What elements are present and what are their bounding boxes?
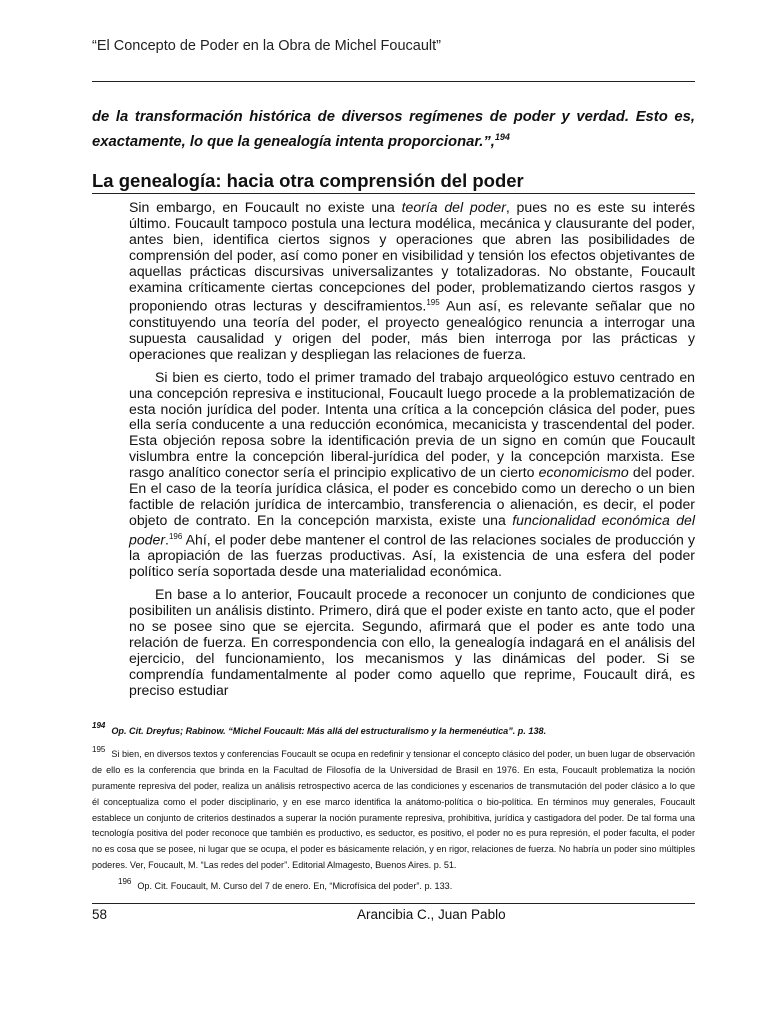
footnote-text: Op. Cit. Dreyfus; Rabinow. “Michel Foucault: Más allá del estructuralismo y la hermenéutica”. p. 138. <box>111 726 547 736</box>
footnote-ref-196: 196 <box>168 531 183 541</box>
p1-text-c: , pues no es este su interés último. Foucault tampoco postula una lectura modélica, mecánica y clausurante del poder, antes bien, identifica ciertos signos y operaciones que abren las posibilidades de comprensión del poder, así como poner en visibilidad y tensión los efectos objetivantes de aquellas prácticas discursivas universalizantes y totalizadoras. No obstante, Foucault examina críticamente ciertas concepciones del poder, problematizando ciertos rasgos y proponiendo otras lecturas y desciframientos. <box>129 199 695 315</box>
p1-text-d: Aun así, es relevante señalar que no constituyendo una teoría del poder, el proyecto genealógico renuncia a interrogar una supuesta causalidad y origen del poder, más bien interroga por las prácticas y operaciones que realizan y despliegan las relaciones de fuerza. <box>129 298 695 362</box>
footnote-194 <box>92 718 695 740</box>
p2-italic-economicismo: economicismo <box>538 464 629 481</box>
footnote-195 <box>92 742 695 874</box>
running-header: “El Concepto de Poder en la Obra de Michel Foucault” <box>92 38 441 54</box>
p2-text-f: Ahí, el poder debe mantener el control de las relaciones sociales de producción y la apropiación de las fuerzas productivas. Así, la existencia de una esfera del poder político sería soportada desde una materialidad económica. <box>129 531 695 580</box>
footnote-number: 194 <box>92 721 106 730</box>
footnote-number: 195 <box>92 744 106 754</box>
footnote-number: 196 <box>118 877 132 887</box>
page-number: 58 <box>92 907 108 922</box>
p1-text-a: Sin embargo, en Foucault no existe una <box>129 199 402 215</box>
header-rule <box>92 81 695 82</box>
footnote-ref-194: 194 <box>494 132 510 142</box>
footer-rule <box>92 903 695 904</box>
footnote-text: Op. Cit. Foucault, M. Curso del 7 de enero. En, “Microfísica del poder”. p. 133. <box>137 881 453 892</box>
p2-text-e: . <box>165 531 169 548</box>
author-name: Arancibia C., Juan Pablo <box>357 907 506 922</box>
p1-italic-teoria: teoría del poder <box>401 199 506 215</box>
p2-italic-funcionalidad: funcionalidad económica del poder <box>129 511 695 548</box>
paragraph-2 <box>129 370 695 580</box>
p3-text-a: En base a lo anterior, Foucault procede a reconocer un conjunto de condiciones que posibiliten un análisis distinto. Primero, dirá que el poder existe en tanto acto, que el poder no se posee sino que se ejercita. Segundo, afirmará que el poder es ante todo una relación de fuerza. En correspondencia con ello, la genealogía indagará en el análisis del ejercicio, del funcionamiento, los mecanismos y las dinámicas del poder. Si se comprendía fundamentalmente al poder como aquello que reprime, Foucault dirá, es preciso estudiar <box>129 586 695 698</box>
block-quote-ending <box>92 107 695 152</box>
footnotes <box>92 718 695 895</box>
paragraph-1 <box>129 200 695 363</box>
section-title: La genealogía: hacia otra comprensión del poder <box>92 170 524 191</box>
quote-text: de la transformación histórica de diversos regímenes de poder y verdad. Esto es, exactamente, lo que la genealogía intenta proporcionar.”, <box>92 109 695 150</box>
p2-text-c: del poder. En el caso de la teoría jurídica clásica, el poder es concebido como un derecho o un bien factible de relación jurídica de intercambio, transferencia o alienación, es decir, el poder objeto de contrato. En la concepción marxista, existe una <box>129 464 695 528</box>
footnote-text: Si bien, en diversos textos y conferencias Foucault se ocupa en redefinir y tensionar el concepto clásico del poder, un buen lugar de observación de ello es la conferencia que brinda en la Facultad de Filosofía de la Universidad de Brasil en 1976. En esta, Foucault problematiza la noción puramente represiva del poder, realiza un análisis retrospectivo acerca de las condiciones y escenarios de transmutación del poder clásico a lo que él conceptualiza como el poder disciplinario, y en ese marco identifica la anátomo-política o bio-política. En términos muy generales, Foucault establece un conjunto de criterios destinados a superar la noción puramente represiva, prohibitiva, jurídica y castigadora del poder. De tal forma una tecnología positiva del poder reconoce que también es productivo, es seductor, es positivo, el poder no es pura represión, el poder faculta, el poder no es cosa que se posee, ni lugar que se ocupa, el poder es básicamente relación, y en rigor, relaciones de fuerza. No habría un poder sino múltiples poderes. Ver, Foucault, M. “Las redes del poder”. Editorial Almagesto, Buenos Aires. p. 51. <box>92 748 695 871</box>
section-title-rule <box>92 193 695 194</box>
footnote-196 <box>92 874 695 895</box>
paragraph-3 <box>129 587 695 698</box>
body-text <box>129 200 695 706</box>
footnote-ref-195: 195 <box>426 298 440 308</box>
p2-text-a: Si bien es cierto, todo el primer tramado del trabajo arqueológico estuvo centrado en una concepción represiva e institucional, Foucault luego procede a la problematización de esta noción jurídica del poder. Intenta una crítica a la concepción clásica del poder, pues ella sería conducente a una reducción económica, mecanicista y trascendental del poder. Esta objeción reposa sobre la identificación previa de un signo en común que Foucault vislumbra entre la concepción liberal-jurídica del poder, y la concepción marxista. Ese rasgo analítico conector sería el principio explicativo de un cierto <box>129 368 695 481</box>
